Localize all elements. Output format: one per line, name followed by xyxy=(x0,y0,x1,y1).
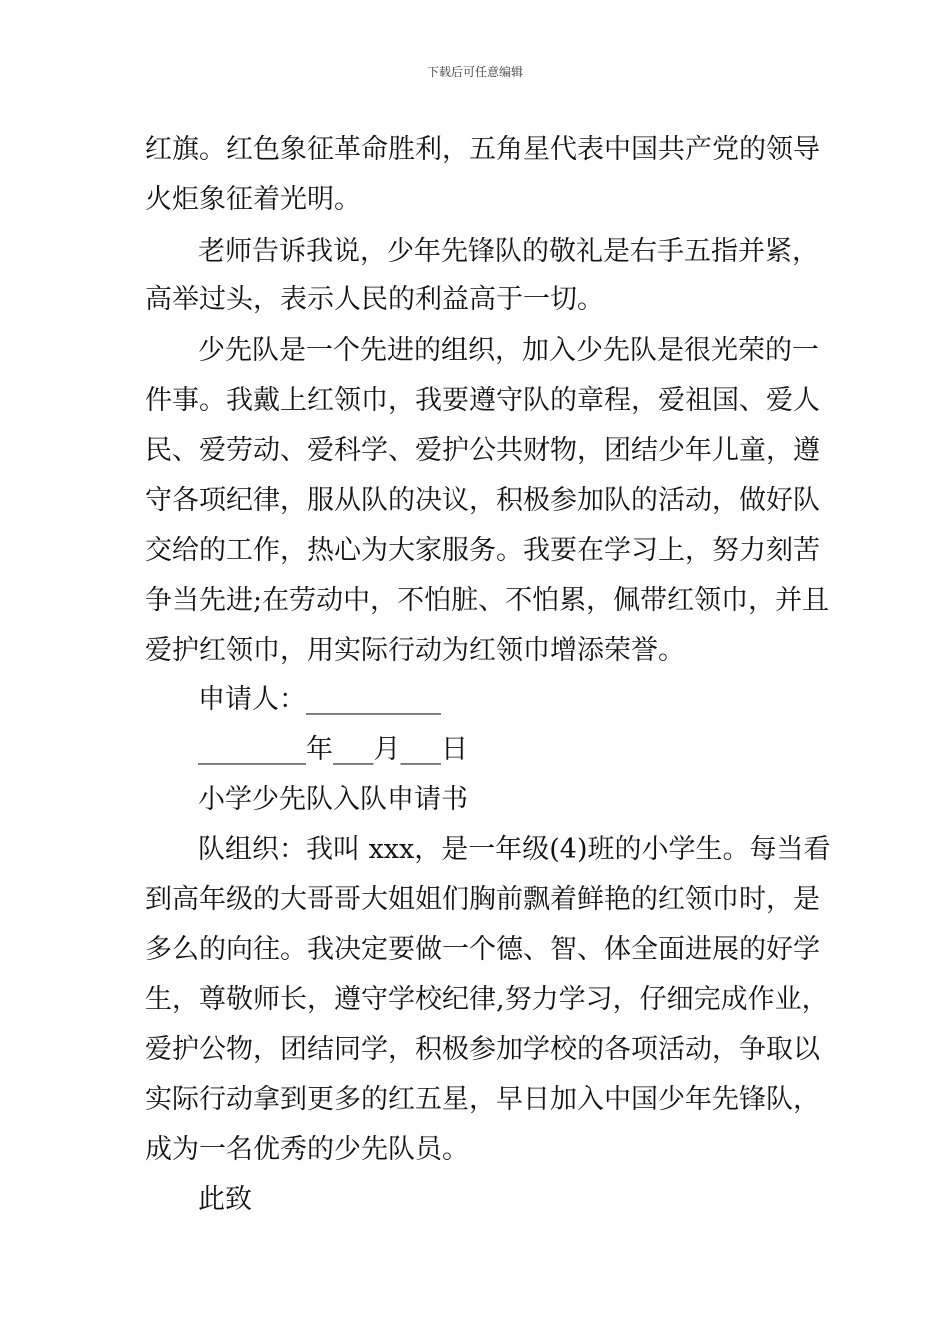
text-line: 爱护公物，团结同学，积极参加学校的各项活动，争取以 xyxy=(145,1034,820,1065)
closing-line: 此致 xyxy=(198,1184,252,1215)
text-line: 火炬象征着光明。 xyxy=(145,184,361,215)
text-line: 少先队是一个先进的组织，加入少先队是很光荣的一 xyxy=(198,335,819,366)
applicant-line: 申请人：__________ xyxy=(198,684,441,715)
page-header: 下载后可任意编辑 xyxy=(426,65,523,79)
section-title: 小学少先队入队申请书 xyxy=(198,784,468,815)
text-line: 实际行动拿到更多的红五星，早日加入中国少年先锋队， xyxy=(145,1084,820,1115)
text-line: 守各项纪律，服从队的决议，积极参加队的活动，做好队 xyxy=(145,485,820,516)
date-line: ________年___月___日 xyxy=(198,734,468,765)
text-line: 多么的向往。我决定要做一个德、智、体全面进展的好学 xyxy=(145,934,820,965)
text-line: 爱护红领巾，用实际行动为红领巾增添荣誉。 xyxy=(145,635,685,666)
text-line: 争当先进;在劳动中，不怕脏、不怕累，佩带红领巾，并且 xyxy=(145,585,830,616)
text-line: 红旗。红色象征革命胜利，五角星代表中国共产党的领导 xyxy=(145,134,820,165)
text-line: 成为一名优秀的少先队员。 xyxy=(145,1134,469,1165)
text-line: 老师告诉我说，少年先锋队的敬礼是右手五指并紧， xyxy=(198,236,819,267)
text-line: 民、爱劳动、爱科学、爱护公共财物，团结少年儿童，遵 xyxy=(145,435,820,466)
text-line: 队组织：我叫 xxx，是一年级(4)班的小学生。每当看 xyxy=(198,834,831,865)
text-line: 到高年级的大哥哥大姐姐们胸前飘着鲜艳的红领巾时，是 xyxy=(145,884,820,915)
text-line: 生，尊敬师长，遵守学校纪律,努力学习，仔细完成作业， xyxy=(145,984,829,1015)
text-line: 交给的工作，热心为大家服务。我要在学习上，努力刻苦 xyxy=(145,535,820,566)
text-line: 高举过头，表示人民的利益高于一切。 xyxy=(145,284,604,315)
text-line: 件事。我戴上红领巾，我要遵守队的章程，爱祖国、爱人 xyxy=(145,385,820,416)
